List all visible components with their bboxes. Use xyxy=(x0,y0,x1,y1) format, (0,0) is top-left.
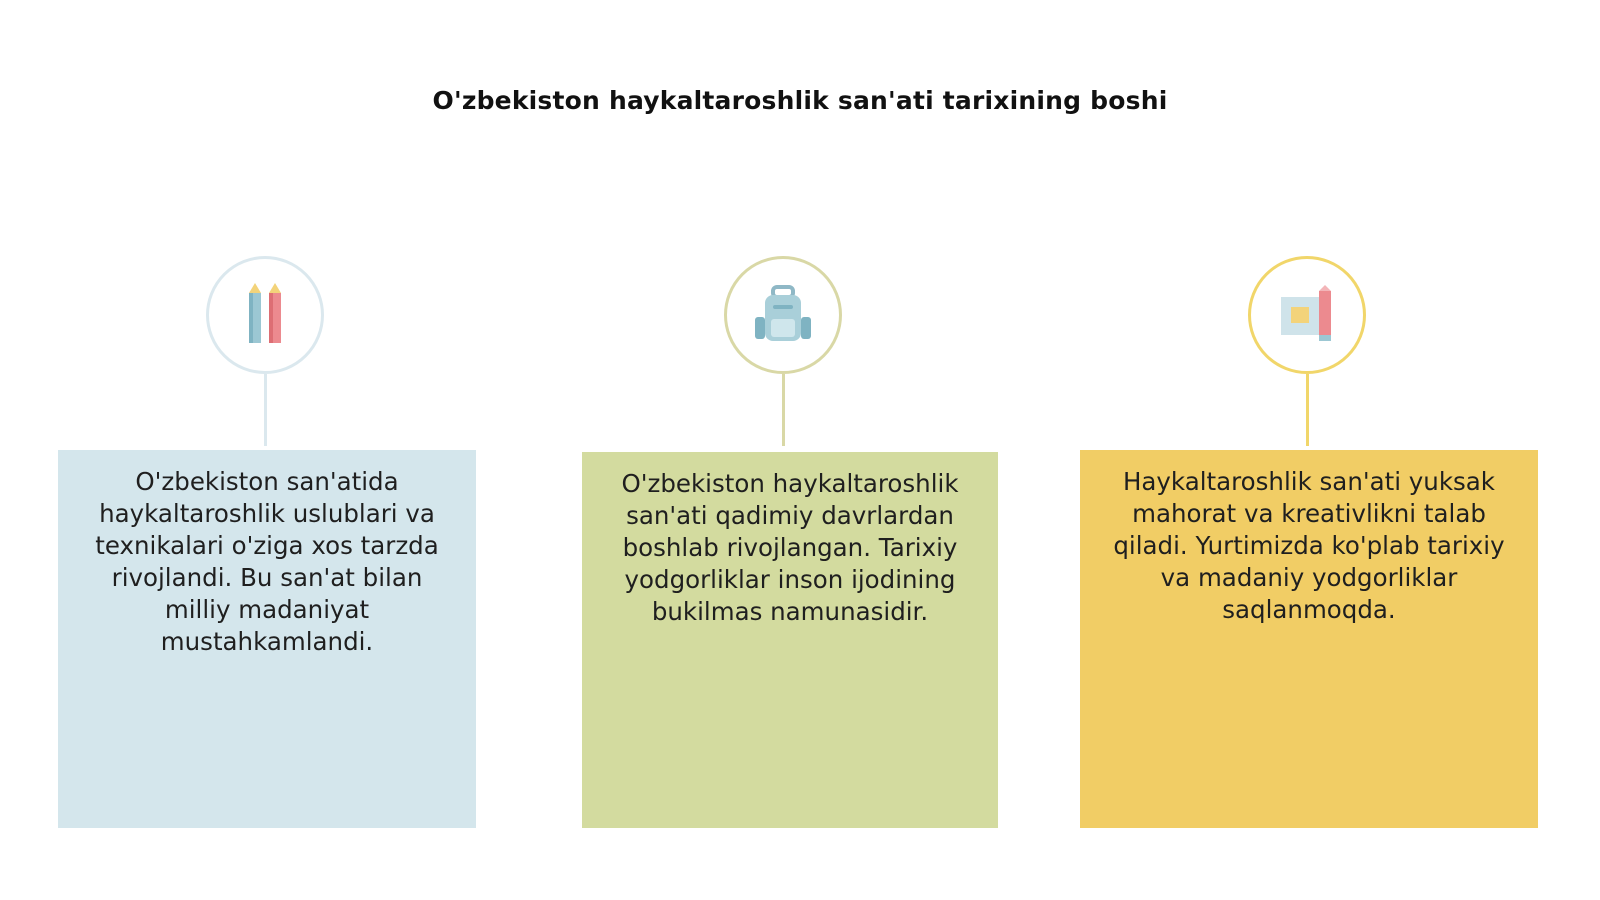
card-text-1: O'zbekiston san'atida haykaltaroshlik uslublari va texnikalari o'ziga xos tarzda rivojlandi. Bu san'at bilan milliy madaniyat mustahkamlandi. xyxy=(95,467,439,656)
icon-circle-3 xyxy=(1248,256,1366,374)
connector-line-1 xyxy=(264,374,267,446)
connector-line-2 xyxy=(782,374,785,446)
page-title: O'zbekiston haykaltaroshlik san'ati tarixining boshi xyxy=(432,86,1168,115)
info-card-1 xyxy=(58,450,476,828)
card-text-3: Haykaltaroshlik san'ati yuksak mahorat va kreativlikni talab qiladi. Yurtimizda ko'plab tarixiy va madaniy yodgorliklar saqlanmoqda. xyxy=(1113,467,1505,624)
backpack-icon xyxy=(753,285,813,345)
drawing-canvas-icon xyxy=(1277,285,1337,345)
icon-circle-2 xyxy=(724,256,842,374)
icon-circle-1 xyxy=(206,256,324,374)
connector-line-3 xyxy=(1306,374,1309,446)
info-card-3 xyxy=(1080,450,1538,828)
card-text-2: O'zbekiston haykaltaroshlik san'ati qadimiy davrlardan boshlab rivojlangan. Tarixiy yodgorliklar inson ijodining bukilmas namunasidir. xyxy=(621,469,959,626)
info-card-2 xyxy=(582,452,998,828)
pencils-icon xyxy=(237,283,293,347)
